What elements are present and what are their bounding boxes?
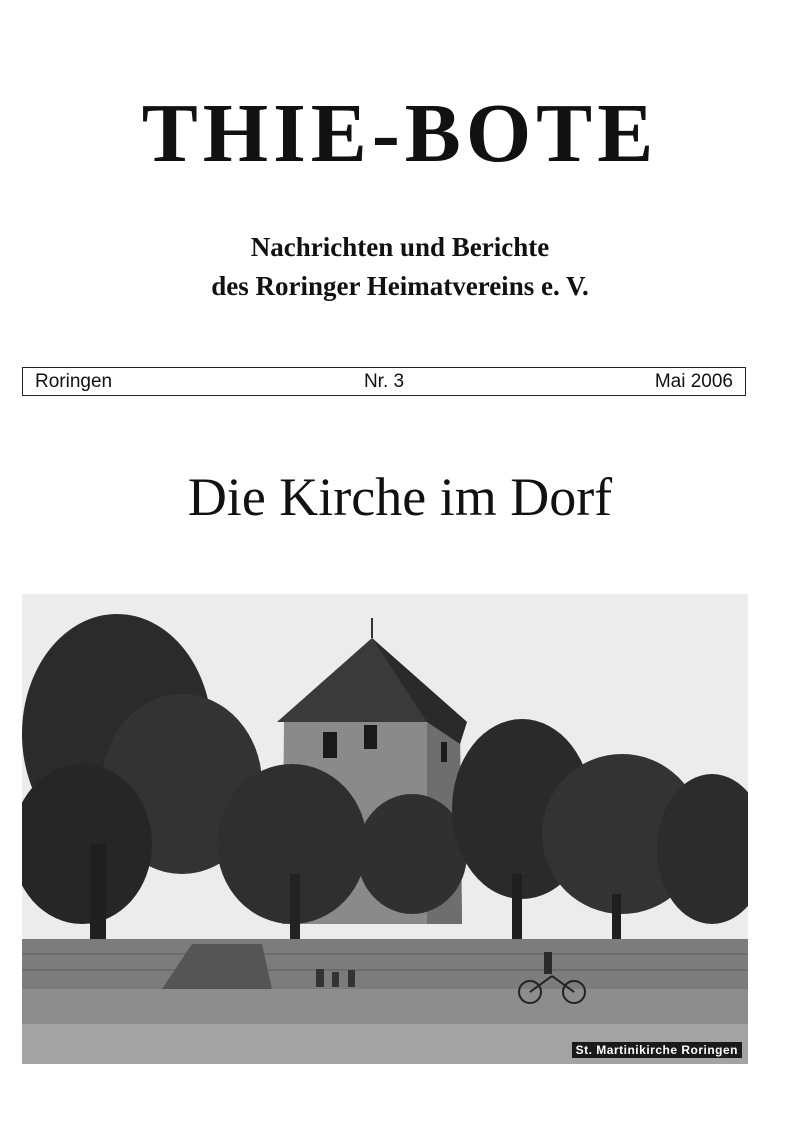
issue-number: Nr. 3 <box>363 371 405 392</box>
issue-info-bar <box>22 367 746 396</box>
issue-place: Roringen <box>35 371 113 392</box>
subtitle-line-2: des Roringer Heimatvereins e. V. <box>211 271 589 301</box>
issue-date: Mai 2006 <box>654 371 733 392</box>
masthead-title: THIE-BOTE <box>141 87 659 180</box>
cover-headline: Die Kirche im Dorf <box>187 467 613 527</box>
church-photo-drawing <box>22 594 748 1064</box>
photo-caption: St. Martinikirche Roringen <box>572 1042 742 1058</box>
subtitle-line-1: Nachrichten und Berichte <box>250 232 550 262</box>
church-photo <box>22 594 748 1064</box>
